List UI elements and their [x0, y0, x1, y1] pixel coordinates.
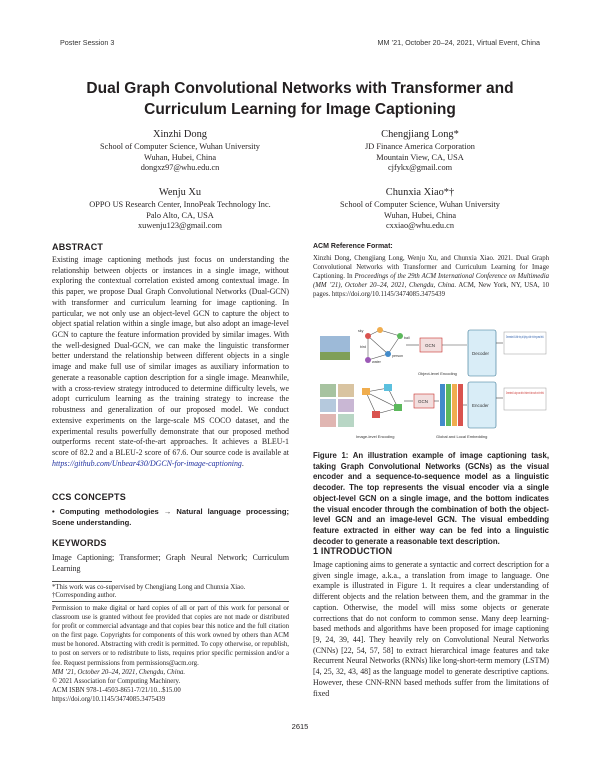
abstract-heading: ABSTRACT: [52, 242, 104, 252]
similar-image: [338, 399, 354, 412]
author-name: Chengjiang Long*: [381, 129, 459, 140]
running-header-left: Poster Session 3: [60, 38, 115, 47]
author-name: Xinzhi Dong: [153, 129, 207, 140]
keywords-text: Image Captioning; Transformer; Graph Neural Network; Curriculum Learning: [52, 553, 289, 573]
abstract-body: [52, 255, 289, 469]
permission-text: Permission to make digital or hard copies of all or part of this work for personal or classroom use is granted without fee provided that copies are not made or distributed for profit or commercial advantage and that copies bear this notice and the full citation on the first page. Copyrights for components of this work owned by others than ACM must be honored. Abstracting with credit is permitted. To copy otherwise, or republish, to post on servers or to redistribute to lists, requires prior specific permission and/or a fee. Request permissions from permissions@acm.org.: [52, 605, 289, 667]
author-affiliation: OPPO US Research Center, InnoPeak Technology Inc.: [89, 200, 271, 209]
footnote-cosupervised: *This work was co-supervised by Chengjiang Long and Chunxia Xiao.: [52, 584, 246, 591]
label-sky: sky: [358, 329, 364, 333]
similar-image: [338, 414, 354, 427]
caption-top: Generated: A little boy is flying a kite in the grass field.: [506, 335, 545, 339]
similar-image: [320, 384, 336, 397]
permission-copyright: © 2021 Association for Computing Machinery.: [52, 677, 181, 685]
author-name: Wenju Xu: [158, 187, 202, 198]
acm-reference-text: [313, 254, 549, 299]
introduction-heading: 1 INTRODUCTION: [313, 546, 393, 556]
label-person: person: [392, 354, 403, 358]
label-ball: ball: [404, 336, 410, 340]
author-location: Palo Alto, CA, USA: [146, 210, 214, 220]
author-location: Wuhan, Hubei, China: [143, 152, 217, 162]
author-email: cjfykx@gmail.com: [387, 163, 453, 173]
encoder-label: Encoder: [472, 403, 489, 408]
keywords-heading: KEYWORDS: [52, 538, 107, 548]
label-global-local: Global and Local Embedding: [436, 434, 488, 439]
author-affiliation: JD Finance America Corporation: [365, 142, 475, 151]
author-affiliation: School of Computer Science, Wuhan University: [100, 142, 260, 151]
acm-ref-venue: Proceedings of the 29th ACM International Conference on Multimedia (MM ’21), October 20–24, 2021, Chengdu, China.: [313, 273, 549, 290]
author-location: Wuhan, Hubei, China: [383, 210, 457, 220]
label-image-encoding: Image-level Encoding: [356, 434, 395, 439]
author-location: Mountain View, CA, USA: [376, 152, 464, 162]
author-email: dongxz97@whu.edu.cn: [140, 163, 220, 173]
author-email: cxxiao@whu.edu.cn: [385, 221, 454, 231]
permission-venue: MM ’21, October 20–24, 2021, Chengdu, China.: [52, 668, 186, 676]
label-water: water: [372, 360, 381, 364]
permission-rule: [52, 601, 289, 602]
caption-bottom: Generated: A dog runs with a frisbee in its mouth on the field.: [506, 391, 545, 395]
ccs-heading: CCS CONCEPTS: [52, 492, 126, 502]
author-affiliation: School of Computer Science, Wuhan University: [340, 200, 500, 209]
footnote-rule: [52, 581, 112, 582]
permission-block: [52, 604, 289, 704]
acm-ref-part-1: Xinzhi Dong, Chengjiang Long, Wenju Xu, and Chunxia Xiao. 2021. Dual Graph Convolutional Networks with Transformer and Curriculum Learning for Image Captioning. In: [313, 255, 549, 281]
permission-isbn: ACM ISBN 978-1-4503-8651-7/21/10...$15.00: [52, 686, 181, 694]
running-header-right: MM ’21, October 20–24, 2021, Virtual Event, China: [377, 38, 540, 47]
acm-reference-heading: ACM Reference Format:: [313, 243, 393, 250]
input-image-grass: [320, 352, 350, 360]
embedding-stack: [440, 384, 463, 426]
image-graph: [362, 384, 402, 418]
abstract-text: Existing image captioning methods just focus on understanding the relationship between objects or instances in a single image, without exploring the contextual correlation existed among contextual image. In this paper, we propose Dual Graph Convolutional Networks (Dual-GCN) with transformer and curriculum learning for image captioning. In particular, we not only use an object-level GCN to capture the object to object spatial relation within a single image, but also adopt an image-level GCN to capture the feature information provided by similar images. With the well-designed Dual-GCN, we can make the linguistic transformer better understand the relationship between different objects in a single image and make full use of similar images as auxiliary information to generate a reasonable caption description for a single image. Meanwhile, with a cross-review strategy introduced to determine difficulty levels, we adopt curriculum learning as the training strategy to increase the robustness and generalization of our proposed model. We conduct extensive experiments on the large-scale MS COCO dataset, and the experimental results powerfully demonstrate that our proposed method outperforms recent state-of-the-art approaches. It achieves a BLEU-1 score of 82.2 and a BLEU-2 score of 67.6. Our source code is available at: [52, 255, 289, 457]
label-bird: bird: [360, 345, 366, 349]
author-block: [300, 128, 540, 174]
acm-ref-part-2: ACM, New York, NY, USA, 10 pages. https://doi.org/10.1145/3474085.3475439: [313, 282, 549, 299]
author-name: Chunxia Xiao*†: [385, 187, 455, 198]
footnote-corresponding: †Corresponding author.: [52, 592, 117, 599]
gcn-label-top: GCN: [425, 343, 435, 348]
similar-image: [338, 384, 354, 397]
figure-1-diagram: [318, 326, 548, 444]
decoder-label: Decoder: [472, 351, 490, 356]
figure-1-caption: Figure 1: An illustration example of image captioning task, taking Graph Convolutional Networks (GCNs) as the visual encoder and a sequence-to-sequence model as a linguistic decoder. The top represents the visual encoder via a single object-level GCN on a single image, and the bottom indicates the visual encoder through the combination of both the object-level GCN and an image-level GCN. The visual embedding feature extracted in either way can be fed into a linguistic decoder to generate a reasonable text description.: [313, 451, 549, 546]
ccs-concepts: • Computing methodologies → Natural language processing; Scene understanding.: [52, 507, 289, 527]
similar-image: [320, 414, 336, 427]
source-code-link[interactable]: https://github.com/Unbear430/DGCN-for-image-captioning: [52, 458, 242, 468]
page-number: 2615: [291, 722, 309, 731]
author-block: [60, 128, 300, 174]
permission-doi: https://doi.org/10.1145/3474085.3475439: [52, 695, 166, 703]
author-email: xuwenju123@gmail.com: [138, 221, 222, 231]
author-block: [300, 186, 540, 232]
gcn-label-bottom: GCN: [418, 399, 428, 404]
similar-image: [320, 399, 336, 412]
abstract-link-end: .: [241, 458, 244, 468]
paper-title: Dual Graph Convolutional Networks with Transformer and Curriculum Learning for Image Captioning: [86, 80, 514, 118]
author-block: [60, 186, 300, 232]
introduction-text: Image captioning aims to generate a syntactic and correct description for a given single image, a.k.a., a translation from image to language. One example is illustrated in Figure 1. It requires a clear understanding of different objects and the relation between them, and the grammar in the caption. Otherwise, the model will miss some objects or generate corrections that do not conform to common sense. Many deep learning-based methods and algorithms have been proposed for image captioning [9, 24, 39, 44]. They heavily rely on Convolutional Neural Networks (CNNs) [22, 54, 57, 58] to extract hierarchical image features and take Recurrent Neural Networks (RNNs) like long-short-term memory (LSTM) [4, 25, 32, 43, 48] as the language model to generate descriptive captions. However, these CNN-RNN based methods suffer from the limitations of fixed: [313, 560, 550, 698]
label-object-encoding: Object-level Encoding: [418, 371, 457, 376]
